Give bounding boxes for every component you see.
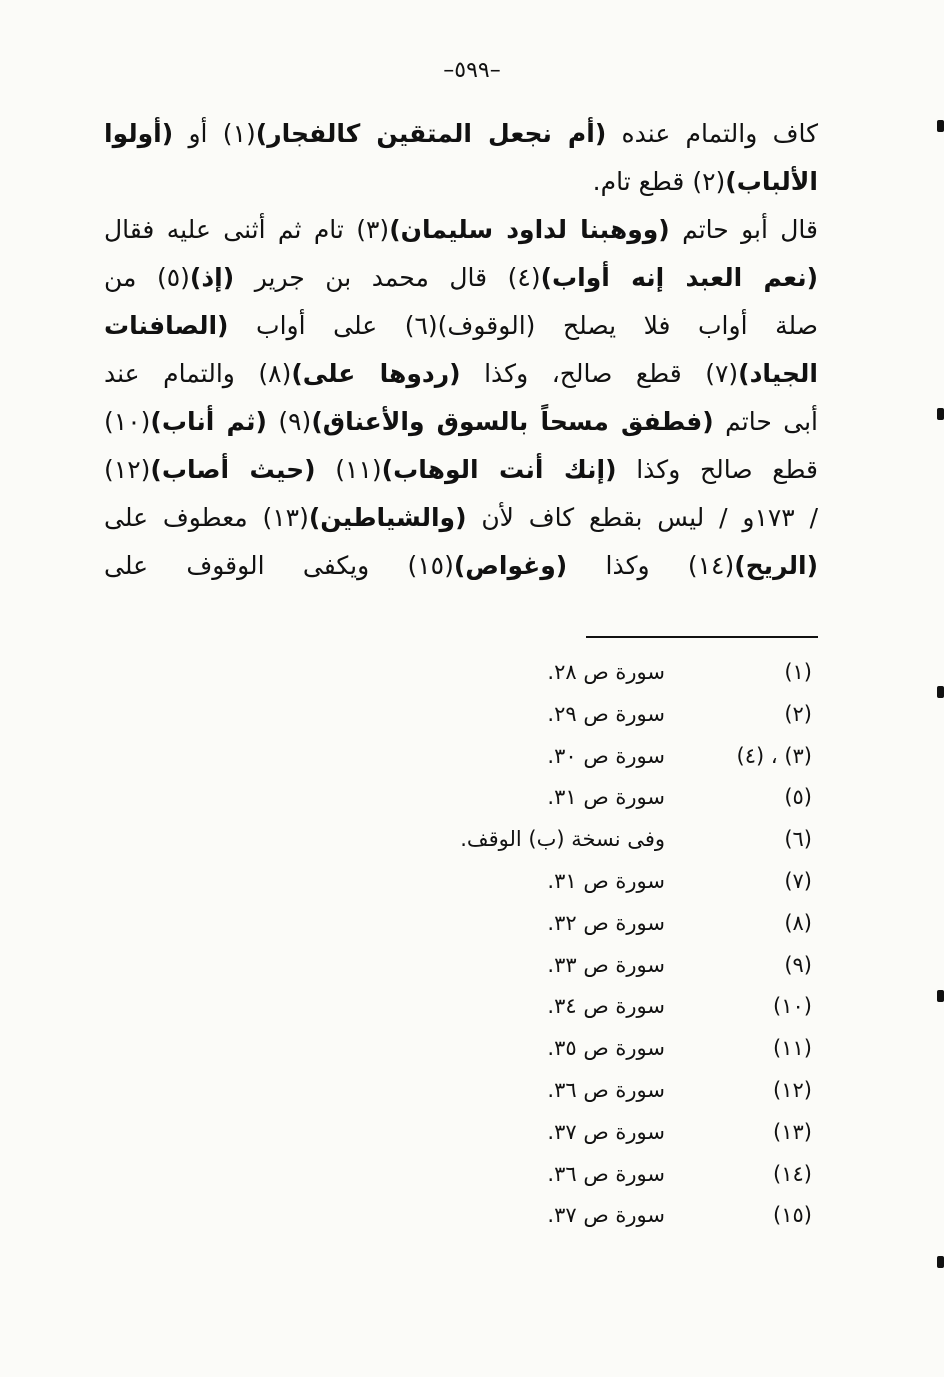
quran-quote: (الصافنات — [104, 311, 229, 340]
footnote — [400, 736, 820, 778]
footnote-number: (١٠) — [773, 994, 812, 1019]
margin-mark — [937, 408, 944, 420]
quran-quote: (إنك أنت الوهاب) — [381, 455, 617, 484]
quran-quote: (فطفق مسحاً بالسوق والأعناق) — [311, 407, 714, 436]
main-text — [104, 110, 818, 590]
footnote-number: (١١) — [773, 1036, 812, 1061]
footnote — [400, 945, 820, 987]
footnote — [400, 652, 820, 694]
footnote — [400, 903, 820, 945]
footnotes — [400, 652, 820, 1237]
footnote-text: سورة ص ٣٣. — [547, 952, 665, 977]
margin-mark — [937, 990, 944, 1002]
text-line — [104, 398, 818, 446]
footnote-text: سورة ص ٢٨. — [547, 660, 665, 684]
text-line — [104, 254, 818, 302]
quran-quote: (الريح) — [734, 551, 818, 580]
text-segment: (٤) قال محمد بن جرير — [234, 263, 541, 292]
text-line — [104, 158, 818, 206]
quran-quote: (ردوها على) — [291, 359, 461, 388]
footnote-number: (٣) ، (٤) — [736, 743, 812, 768]
footnote-text: سورة ص ٣٧. — [547, 1203, 665, 1228]
footnote-number: (٧) — [784, 868, 812, 893]
text-segment: (١) أو — [173, 119, 256, 148]
quran-quote: الجياد) — [738, 359, 818, 388]
footnote-text: سورة ص ٣٦. — [547, 1161, 665, 1186]
footnote-text: سورة ص ٣٢. — [547, 910, 665, 935]
margin-mark — [937, 1256, 944, 1268]
margin-mark — [937, 686, 944, 698]
footnote-number: (١٢) — [773, 1077, 812, 1102]
quran-quote: (حيث أصاب) — [150, 455, 316, 484]
footnote-number: (٥) — [784, 785, 812, 810]
footnote-separator — [586, 636, 818, 638]
text-line — [104, 206, 818, 254]
page-number: –٥٩٩– — [443, 58, 501, 83]
margin-mark — [937, 120, 944, 132]
quran-quote: (ثم أناب) — [150, 407, 267, 436]
footnote — [400, 986, 820, 1028]
text-line — [104, 542, 818, 590]
footnote-number: (٢) — [784, 701, 812, 726]
quran-quote: (ووهبنا لداود سليمان) — [389, 215, 670, 244]
text-segment: (٩) — [266, 407, 312, 436]
footnote-text: سورة ص ٢٩. — [547, 701, 665, 726]
footnote-text: سورة ص ٣٧. — [547, 1119, 665, 1144]
footnote-text: سورة ص ٣٤. — [547, 994, 665, 1019]
text-segment: (٥) من — [104, 263, 190, 292]
footnote-number: (٩) — [784, 952, 812, 977]
footnote-text: سورة ص ٣١. — [547, 785, 665, 810]
footnote — [400, 1028, 820, 1070]
quran-quote: (والشياطين) — [308, 503, 467, 532]
text-line — [104, 446, 818, 494]
text-segment: (١٠) — [104, 407, 151, 436]
footnote — [400, 1112, 820, 1154]
quran-quote: (نعم العبد إنه أواب) — [540, 263, 819, 292]
footnote-number: (٨) — [784, 910, 812, 935]
quran-quote: (أم نجعل المتقين كالفجار) — [255, 119, 607, 148]
footnote — [400, 777, 820, 819]
text-segment: قال أبو حاتم — [669, 215, 818, 244]
text-segment: (٨) والتمام عند — [104, 359, 292, 388]
footnote-number: (٦) — [784, 827, 812, 852]
text-segment: (١٣) معطوف على — [104, 503, 309, 532]
footnote — [400, 1154, 820, 1196]
text-segment: صلة أواب فلا يصلح (الوقوف)(٦) على أواب — [228, 311, 818, 340]
text-segment: (٧) قطع صالح، وكذا — [460, 359, 739, 388]
text-segment: (١١) — [315, 455, 382, 484]
quran-quote: (إذ) — [189, 263, 235, 292]
footnote — [400, 1195, 820, 1237]
footnote-text: وفى نسخة (ب) الوقف. — [460, 827, 665, 852]
text-line — [104, 350, 818, 398]
quran-quote: (وغواص) — [453, 551, 568, 580]
footnote-text: سورة ص ٣٠. — [547, 743, 665, 768]
footnote — [400, 861, 820, 903]
footnote-text: سورة ص ٣١. — [547, 868, 665, 893]
text-line — [104, 110, 818, 158]
footnote-text: سورة ص ٣٦. — [547, 1077, 665, 1102]
footnote-number: (١٥) — [773, 1203, 812, 1228]
text-segment: (٣) تام ثم أثنى عليه فقال — [104, 215, 390, 244]
text-segment: (١٢) — [104, 455, 151, 484]
text-segment: / ١٧٣و / ليس بقطع كاف لأن — [466, 503, 818, 532]
text-segment: (٢) قطع تام. — [592, 167, 726, 196]
quran-quote: الألباب) — [725, 167, 818, 196]
quran-quote: (أولوا — [104, 119, 174, 148]
text-segment: (١٤) وكذا — [567, 551, 735, 580]
footnote — [400, 819, 820, 861]
text-segment: كاف والتمام عنده — [606, 119, 819, 148]
text-line — [104, 494, 818, 542]
footnote-number: (١٣) — [773, 1119, 812, 1144]
text-segment: أبى حاتم — [713, 407, 818, 436]
footnote-number: (١٤) — [773, 1161, 812, 1186]
footnote — [400, 1070, 820, 1112]
text-segment: (١٥) ويكفى الوقوف على — [104, 551, 454, 580]
footnote-number: (١) — [784, 660, 812, 684]
text-segment: قطع صالح وكذا — [616, 455, 819, 484]
text-line — [104, 302, 818, 350]
footnote-text: سورة ص ٣٥. — [547, 1036, 665, 1061]
footnote — [400, 694, 820, 736]
